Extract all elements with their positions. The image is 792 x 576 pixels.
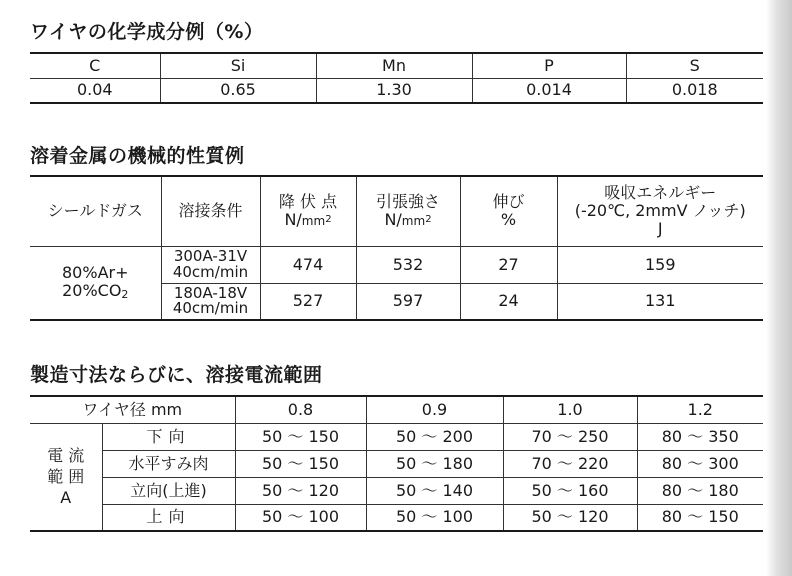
element-p-header: P [472,53,626,78]
mechanical-row-1 [30,246,763,283]
yield-point-header [260,176,356,246]
current-value: 50 〜 100 [235,504,366,531]
diameter-1-0-header: 1.0 [503,396,637,423]
current-value: 80 〜 150 [637,504,763,531]
impact-energy-value: 159 [557,246,763,283]
element-mn-header: Mn [316,53,472,78]
elongation-label: 伸び [492,192,525,212]
welding-condition-value: 180A-18V 40cm/min [161,283,260,320]
impact-energy-value: 131 [557,283,763,320]
mechanical-properties-heading: 溶着金属の機械的性質例 [30,145,245,167]
current-row-overhead [30,504,763,531]
yield-point-unit: $N/mm^2$ [284,210,332,230]
welding-condition-value: 300A-31V 40cm/min [161,246,260,283]
current-value: 50 〜 150 [235,450,366,477]
element-mn-value: 1.30 [316,78,472,103]
current-value: 70 〜 250 [503,423,637,450]
element-c-header: C [30,53,160,78]
composition-header-row [30,53,763,78]
element-c-value: 0.04 [30,78,160,103]
current-range-table [30,395,763,532]
current-value: 50 〜 160 [503,477,637,504]
current-row-flat [30,423,763,450]
composition-value-row [30,78,763,103]
current-value: 50 〜 120 [235,477,366,504]
current-value: 70 〜 220 [503,450,637,477]
yield-point-value: 474 [260,246,356,283]
elongation-value: 24 [460,283,557,320]
impact-energy-header [557,176,763,246]
page-edge-shadow [766,0,792,576]
mechanical-header-row [30,176,763,246]
element-p-value: 0.014 [472,78,626,103]
impact-energy-condition: (-20℃, 2mmV ノッチ) [574,201,746,221]
position-overhead-label: 上向 [102,504,235,531]
diameter-0-9-header: 0.9 [366,396,503,423]
position-vertical-up-label: 立向(上進) [102,477,235,504]
chemical-composition-table [30,52,763,104]
current-value: 50 〜 200 [366,423,503,450]
chemical-composition-heading: ワイヤの化学成分例（%） [30,21,264,43]
tensile-strength-value: 597 [356,283,460,320]
current-range-side-label: 電 流 範 囲 A [30,423,102,531]
diameter-0-8-header: 0.8 [235,396,366,423]
elongation-unit: % [500,210,517,230]
current-value: 50 〜 180 [366,450,503,477]
diameter-header-row [30,396,763,423]
impact-energy-label: 吸収エネルギー [604,183,717,203]
tensile-strength-label: 引張強さ [375,192,440,212]
shield-gas-header: シールドガス [30,176,161,246]
shield-gas-value: 80%Ar+ $20\%CO_2$ [30,246,161,320]
position-flat-label: 下向 [102,423,235,450]
current-value: 80 〜 180 [637,477,763,504]
current-value: 80 〜 350 [637,423,763,450]
current-range-heading: 製造寸法ならびに、溶接電流範囲 [30,364,323,386]
welding-condition-header: 溶接条件 [161,176,260,246]
tensile-strength-unit: $N/mm^2$ [384,210,432,230]
elongation-header [460,176,557,246]
diameter-1-2-header: 1.2 [637,396,763,423]
mechanical-properties-table [30,175,763,321]
impact-energy-unit: J [657,219,663,239]
element-si-header: Si [160,53,316,78]
current-row-horizontal-fillet [30,450,763,477]
yield-point-label: 降 伏 点 [278,192,338,212]
current-row-vertical-up [30,477,763,504]
tensile-strength-header [356,176,460,246]
current-value: 50 〜 150 [235,423,366,450]
current-value: 50 〜 140 [366,477,503,504]
tensile-strength-value: 532 [356,246,460,283]
position-horizontal-fillet-label: 水平すみ肉 [102,450,235,477]
wire-diameter-header: ワイヤ径 mm [30,396,235,423]
yield-point-value: 527 [260,283,356,320]
element-si-value: 0.65 [160,78,316,103]
element-s-header: S [626,53,763,78]
current-value: 50 〜 100 [366,504,503,531]
elongation-value: 27 [460,246,557,283]
current-value: 50 〜 120 [503,504,637,531]
element-s-value: 0.018 [626,78,763,103]
current-value: 80 〜 300 [637,450,763,477]
